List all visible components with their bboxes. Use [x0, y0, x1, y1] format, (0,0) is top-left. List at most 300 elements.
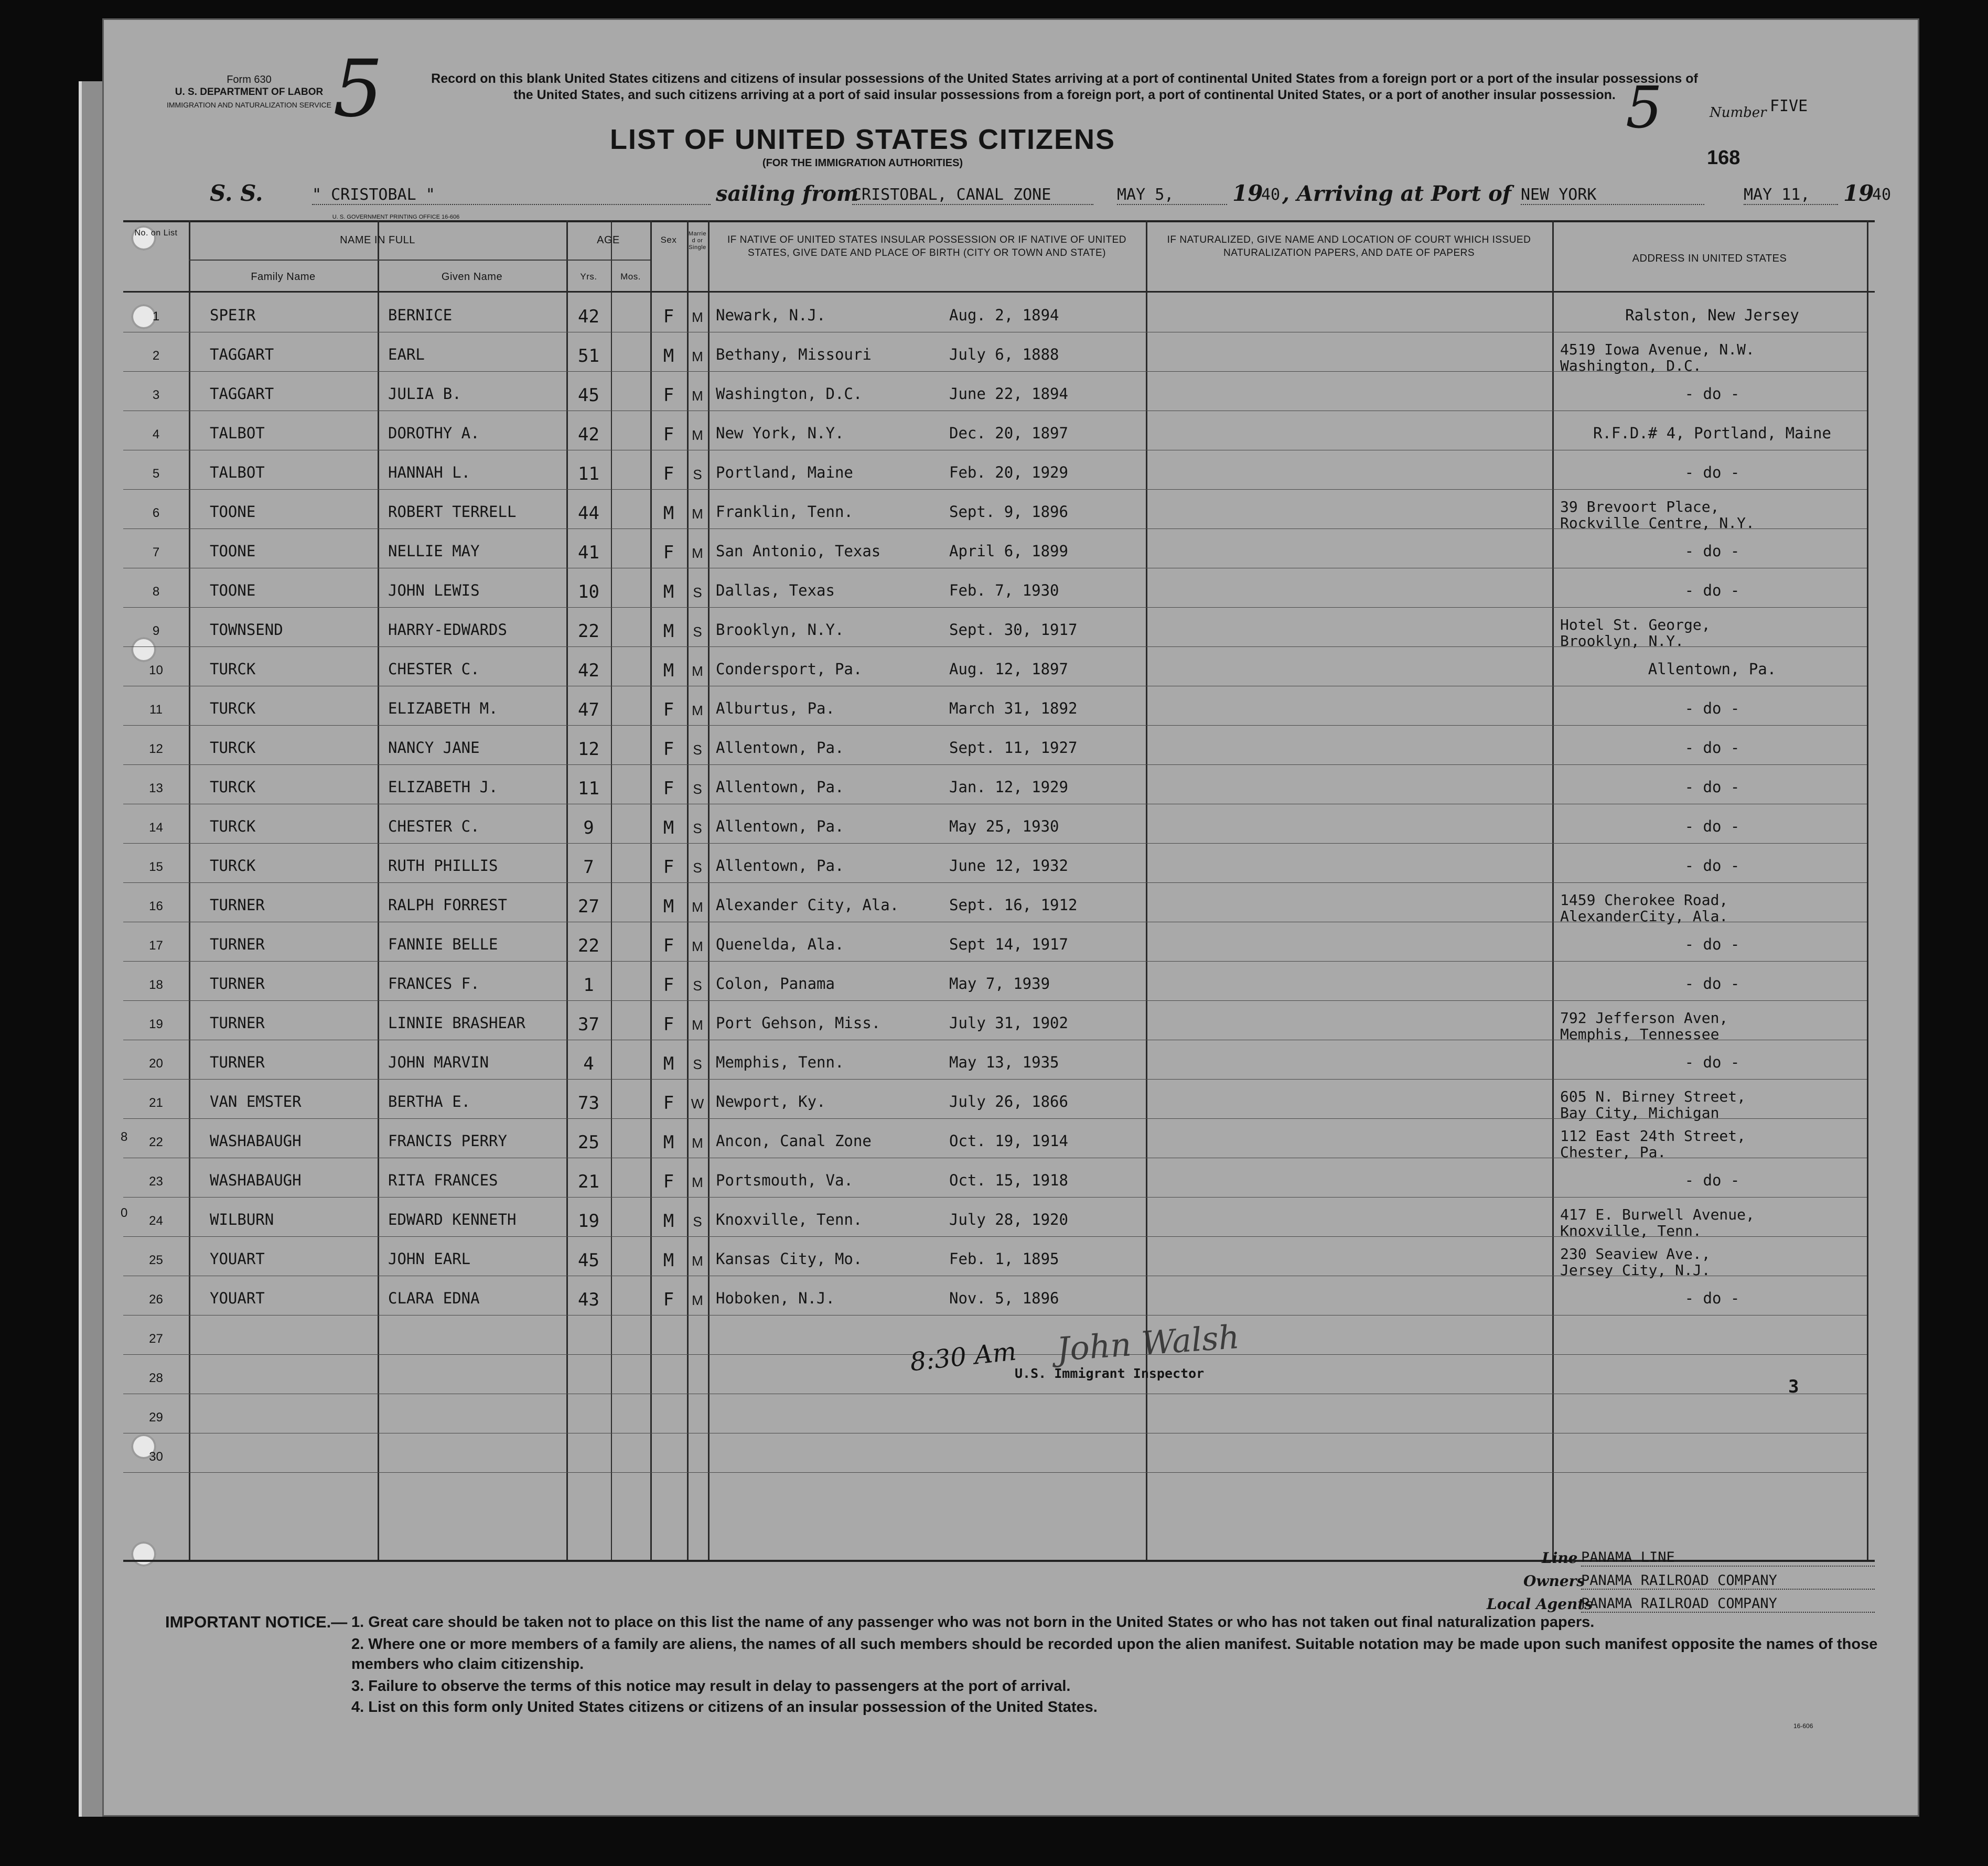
sex: M — [663, 1211, 674, 1232]
sex: F — [663, 699, 674, 720]
row-number: 30 — [149, 1450, 163, 1464]
sex: F — [663, 542, 674, 563]
family-name: TURCK — [210, 857, 256, 875]
birth-date: Oct. 15, 1918 — [949, 1171, 1068, 1189]
table-row — [123, 1159, 1875, 1198]
birth-place: Brooklyn, N.Y. — [716, 621, 844, 639]
marital-status: M — [692, 1253, 703, 1269]
marital-status: M — [692, 939, 703, 954]
sex: M — [663, 817, 674, 838]
column-header-years: Yrs. — [580, 272, 597, 282]
table-row — [123, 883, 1875, 923]
sex: F — [663, 778, 674, 799]
birth-place: Hoboken, N.J. — [716, 1289, 835, 1307]
table-row — [123, 726, 1875, 765]
birth-date: Sept. 11, 1927 — [949, 739, 1078, 757]
family-name: TOONE — [210, 581, 256, 599]
age-years: 42 — [578, 424, 599, 445]
us-address: R.F.D.# 4, Portland, Maine — [1593, 424, 1831, 442]
manifest-sheet — [102, 18, 1919, 1817]
column-header-naturalized: IF NATURALIZED, GIVE NAME AND LOCATION OF COURT WHICH ISSUED NATURALIZATION PAPERS, AND DATE OF PAPERS — [1167, 234, 1531, 258]
given-name: ELIZABETH J. — [388, 778, 498, 796]
age-years: 45 — [578, 385, 599, 406]
birth-date: Aug. 12, 1897 — [949, 660, 1068, 678]
owners-label: Owners — [1523, 1572, 1585, 1590]
column-header-family-name: Family Name — [251, 271, 316, 283]
birth-place: Bethany, Missouri — [716, 346, 872, 363]
arrival-date: MAY 11, — [1744, 186, 1838, 205]
birth-place: Allentown, Pa. — [716, 817, 844, 835]
voyage-line — [210, 178, 1904, 207]
sex: M — [663, 1053, 674, 1074]
birth-date: May 13, 1935 — [949, 1053, 1059, 1071]
age-years: 22 — [578, 935, 599, 956]
given-name: HANNAH L. — [388, 463, 471, 481]
age-years: 47 — [578, 699, 599, 720]
number-value: FIVE — [1770, 97, 1808, 115]
handwritten-list-number-left: 5 — [333, 44, 383, 135]
birth-date: Sept. 30, 1917 — [949, 621, 1078, 639]
row-number: 15 — [149, 860, 163, 874]
us-address: 39 Brevoort Place, Rockville Centre, N.Y. — [1560, 498, 1755, 532]
given-name: JOHN MARVIN — [388, 1053, 489, 1071]
birth-date: July 28, 1920 — [949, 1211, 1068, 1228]
marital-status: S — [693, 978, 702, 994]
sex: M — [663, 1250, 674, 1271]
age-years: 10 — [578, 581, 599, 602]
arrival-year-prefix: 19 — [1843, 180, 1874, 206]
age-years: 9 — [583, 817, 594, 838]
age-years: 1 — [583, 975, 594, 996]
sex: F — [663, 1171, 674, 1192]
given-name: JOHN EARL — [388, 1250, 471, 1268]
row-number: 16 — [149, 899, 163, 913]
owners-value: PANAMA RAILROAD COMPANY — [1581, 1572, 1875, 1590]
given-name: DOROTHY A. — [388, 424, 480, 442]
us-address: 417 E. Burwell Avenue, Knoxville, Tenn. — [1560, 1206, 1755, 1239]
table-row — [123, 1395, 1875, 1434]
birth-place: Allentown, Pa. — [716, 778, 844, 796]
birth-date: July 31, 1902 — [949, 1014, 1068, 1032]
row-number: 3 — [152, 388, 160, 402]
age-years: 22 — [578, 621, 599, 642]
birth-date: June 12, 1932 — [949, 857, 1068, 875]
birth-place: Colon, Panama — [716, 975, 835, 993]
given-name: FRANCES F. — [388, 975, 480, 993]
birth-date: Feb. 20, 1929 — [949, 463, 1068, 481]
page-subtitle: (FOR THE IMMIGRATION AUTHORITIES) — [762, 157, 963, 169]
us-address: - do - — [1684, 542, 1740, 560]
age-years: 42 — [578, 306, 599, 327]
table-row — [123, 1237, 1875, 1277]
column-header-given-name: Given Name — [441, 271, 503, 283]
marital-status: W — [691, 1096, 704, 1112]
department-name: U. S. DEPARTMENT OF LABOR — [175, 87, 324, 98]
sailing-from-label: sailing from — [716, 181, 859, 206]
marital-status: S — [693, 821, 702, 836]
family-name: TURNER — [210, 896, 265, 914]
given-name: NANCY JANE — [388, 739, 480, 757]
family-name: TOONE — [210, 503, 256, 521]
us-address: - do - — [1684, 857, 1740, 875]
us-address: - do - — [1684, 385, 1740, 403]
row-number: 11 — [149, 703, 163, 717]
birth-place: Alexander City, Ala. — [716, 896, 899, 914]
age-years: 11 — [578, 463, 599, 484]
row-number: 6 — [152, 506, 160, 520]
notice-item: 2. Where one or more members of a family are aliens, the names of all such members should be recorded upon the alien manifest. Suitable notation may be made upon such manifest opposite the names of those members who claim citizenship. — [351, 1636, 1878, 1673]
table-row — [123, 569, 1875, 608]
us-address: Allentown, Pa. — [1648, 660, 1777, 678]
age-years: 41 — [578, 542, 599, 563]
row-number: 1 — [152, 309, 160, 323]
table-row — [123, 648, 1875, 687]
family-name: TALBOT — [210, 424, 265, 442]
age-years: 4 — [583, 1053, 594, 1074]
family-name: YOUART — [210, 1250, 265, 1268]
agents-block — [1413, 1549, 1885, 1617]
family-name: TURNER — [210, 975, 265, 993]
birth-date: Sept. 9, 1896 — [949, 503, 1068, 521]
marital-status: M — [692, 545, 703, 561]
given-name: BERNICE — [388, 306, 453, 324]
us-address: - do - — [1684, 817, 1740, 835]
birth-place: Franklin, Tenn. — [716, 503, 853, 521]
family-name: TAGGART — [210, 346, 274, 363]
row-number: 2 — [152, 349, 160, 363]
table-row — [123, 1198, 1875, 1237]
given-name: RALPH FORREST — [388, 896, 507, 914]
row-number: 26 — [149, 1292, 163, 1307]
family-name: TURNER — [210, 1014, 265, 1032]
table-row — [123, 608, 1875, 648]
birth-place: Memphis, Tenn. — [716, 1053, 844, 1071]
notice-item: 3. Failure to observe the terms of this notice may result in delay to passengers at the port of arrival. — [351, 1678, 1071, 1695]
row-number: 12 — [149, 742, 163, 756]
given-name: BERTHA E. — [388, 1093, 471, 1110]
sex: F — [663, 1093, 674, 1114]
row-number: 27 — [149, 1332, 163, 1346]
given-name: EDWARD KENNETH — [388, 1211, 517, 1228]
table-row — [123, 1001, 1875, 1041]
inspector-title: U.S. Immigrant Inspector — [1015, 1366, 1205, 1381]
sex: F — [663, 463, 674, 484]
row-number: 8 — [152, 585, 160, 599]
column-header-sex: Sex — [660, 235, 677, 245]
column-header-married-single: Married or Single — [688, 231, 707, 251]
marital-status: S — [693, 781, 702, 797]
age-years: 37 — [578, 1014, 599, 1035]
age-years: 43 — [578, 1289, 599, 1310]
family-name: TURCK — [210, 699, 256, 717]
age-years: 45 — [578, 1250, 599, 1271]
us-address: - do - — [1684, 739, 1740, 757]
given-name: LINNIE BRASHEAR — [388, 1014, 525, 1032]
row-number: 4 — [152, 427, 160, 441]
marital-status: M — [692, 1017, 703, 1033]
marital-status: S — [693, 1214, 702, 1229]
table-row — [123, 805, 1875, 844]
us-address: 1459 Cherokee Road, AlexanderCity, Ala. — [1560, 891, 1728, 925]
ss-label: S. S. — [210, 180, 263, 206]
table-row — [123, 765, 1875, 805]
sex: F — [663, 857, 674, 878]
margin-mark: 0 — [121, 1206, 128, 1220]
row-number: 23 — [149, 1174, 163, 1189]
table-row — [123, 412, 1875, 451]
row-number: 13 — [149, 781, 163, 795]
sex: M — [663, 503, 674, 524]
family-name: TURCK — [210, 660, 256, 678]
table-row — [123, 451, 1875, 490]
birth-place: Knoxville, Tenn. — [716, 1211, 863, 1228]
birth-place: Alburtus, Pa. — [716, 699, 835, 717]
marital-status: M — [692, 506, 703, 522]
family-name: WASHABAUGH — [210, 1132, 302, 1150]
us-address: 112 East 24th Street, Chester, Pa. — [1560, 1127, 1746, 1161]
us-address: - do - — [1684, 1171, 1740, 1189]
notice-heading: IMPORTANT NOTICE.— — [165, 1613, 348, 1631]
number-label: Number — [1710, 105, 1767, 121]
row-number: 5 — [152, 467, 160, 481]
birth-place: Kansas City, Mo. — [716, 1250, 863, 1268]
family-name: VAN EMSTER — [210, 1093, 302, 1110]
birth-place: Newark, N.J. — [716, 306, 826, 324]
notice-item: 1. Great care should be taken not to place on this list the name of any passenger who was not born in the United States or who has not taken out final naturalization papers. — [351, 1614, 1595, 1631]
family-name: YOUART — [210, 1289, 265, 1307]
departure-date: MAY 5, — [1117, 186, 1227, 205]
birth-place: Portland, Maine — [716, 463, 853, 481]
birth-place: New York, N.Y. — [716, 424, 844, 442]
us-address: - do - — [1684, 1289, 1740, 1307]
sex: F — [663, 1014, 674, 1035]
print-office-note: U. S. GOVERNMENT PRINTING OFFICE 16-606 — [332, 214, 460, 220]
given-name: CHESTER C. — [388, 817, 480, 835]
age-years: 73 — [578, 1093, 599, 1114]
table-row — [123, 530, 1875, 569]
row-number: 29 — [149, 1410, 163, 1425]
age-years: 7 — [583, 857, 594, 878]
age-years: 42 — [578, 660, 599, 681]
marital-status: M — [692, 349, 703, 364]
given-name: FRANCIS PERRY — [388, 1132, 507, 1150]
table-row — [123, 1041, 1875, 1080]
birth-date: Dec. 20, 1897 — [949, 424, 1068, 442]
row-number: 10 — [149, 663, 163, 677]
us-address: 230 Seaview Ave., Jersey City, N.J. — [1560, 1245, 1711, 1279]
row-number: 17 — [149, 939, 163, 953]
birth-place: Allentown, Pa. — [716, 739, 844, 757]
us-address: - do - — [1684, 1053, 1740, 1071]
family-name: TAGGART — [210, 385, 274, 403]
birth-date: Sept 14, 1917 — [949, 935, 1068, 953]
form-instruction: Record on this blank United States citizens and citizens of insular possessions of the United States arriving at a port of continental United States from a foreign port or a port of the insular possessions of the United States, and such citizens arriving at a port of said insular possessions from a foreign port, a port of continental United States, or a port of another insular possession. — [431, 71, 1698, 102]
marital-status: S — [693, 585, 702, 600]
us-address: Ralston, New Jersey — [1625, 306, 1799, 324]
age-years: 51 — [578, 346, 599, 366]
sex: F — [663, 739, 674, 760]
marital-status: M — [692, 1135, 703, 1151]
marital-status: M — [692, 1174, 703, 1190]
birth-date: Feb. 1, 1895 — [949, 1250, 1059, 1268]
birth-place: Ancon, Canal Zone — [716, 1132, 872, 1150]
service-name: IMMIGRATION AND NATURALIZATION SERVICE — [167, 101, 331, 109]
us-address: - do - — [1684, 699, 1740, 717]
arrival-time-note: 8:30 Am — [908, 1336, 1018, 1377]
arriving-port-label: , Arriving at Port of — [1282, 181, 1512, 206]
birth-date: March 31, 1892 — [949, 699, 1078, 717]
birth-place: Port Gehson, Miss. — [716, 1014, 881, 1032]
birth-date: Oct. 19, 1914 — [949, 1132, 1068, 1150]
sailing-from-port: CRISTOBAL, CANAL ZONE — [852, 186, 1093, 205]
page-stamp: 168 — [1707, 147, 1740, 169]
ship-name: " CRISTOBAL " — [312, 186, 711, 205]
departure-year-prefix: 19 — [1232, 180, 1263, 206]
birth-date: Feb. 7, 1930 — [949, 581, 1059, 599]
birth-date: May 7, 1939 — [949, 975, 1050, 993]
age-years: 27 — [578, 896, 599, 917]
given-name: HARRY-EDWARDS — [388, 621, 507, 639]
inspector-signature: John Walsh — [1055, 1317, 1241, 1369]
birth-place: Allentown, Pa. — [716, 857, 844, 875]
column-header-name-in-full: NAME IN FULL — [340, 234, 415, 246]
column-header-birth: IF NATIVE OF UNITED STATES INSULAR POSSESSION OR IF NATIVE OF UNITED STATES, GIVE DATE AND PLACE OF BIRTH (CITY OR TOWN AND STATE) — [727, 234, 1126, 258]
marital-status: M — [692, 427, 703, 443]
us-address: - do - — [1684, 581, 1740, 599]
given-name: JOHN LEWIS — [388, 581, 480, 599]
family-name: WASHABAUGH — [210, 1171, 302, 1189]
column-header-no: No. on List — [134, 229, 178, 238]
us-address: 605 N. Birney Street, Bay City, Michigan — [1560, 1088, 1746, 1121]
table-row — [123, 490, 1875, 530]
marital-status: M — [692, 663, 703, 679]
row-number: 18 — [149, 978, 163, 992]
given-name: FANNIE BELLE — [388, 935, 498, 953]
us-address: Hotel St. George, Brooklyn, N.Y. — [1560, 616, 1711, 650]
column-header-months: Mos. — [620, 272, 641, 282]
family-name: TOWNSEND — [210, 621, 283, 639]
line-label: Line — [1542, 1549, 1578, 1567]
age-years: 11 — [578, 778, 599, 799]
age-years: 44 — [578, 503, 599, 524]
marital-status: S — [693, 1056, 702, 1072]
sex: M — [663, 621, 674, 642]
given-name: CHESTER C. — [388, 660, 480, 678]
birth-date: Nov. 5, 1896 — [949, 1289, 1059, 1307]
table-row — [123, 333, 1875, 372]
given-name: JULIA B. — [388, 385, 461, 403]
given-name: RUTH PHILLIS — [388, 857, 498, 875]
birth-date: May 25, 1930 — [949, 817, 1059, 835]
table-row — [123, 844, 1875, 883]
row-number: 28 — [149, 1371, 163, 1385]
birth-place: Newport, Ky. — [716, 1093, 826, 1110]
row-number: 7 — [152, 545, 160, 559]
table-row — [123, 1080, 1875, 1119]
table-row — [123, 1277, 1875, 1316]
sex: M — [663, 581, 674, 602]
line-value: PANAMA LINE — [1581, 1549, 1875, 1567]
local-agents-value: PANAMA RAILROAD COMPANY — [1581, 1595, 1875, 1613]
family-name: TURNER — [210, 935, 265, 953]
arrival-port: NEW YORK — [1521, 186, 1704, 205]
form-number: Form 630 — [227, 74, 272, 85]
page-title: LIST OF UNITED STATES CITIZENS — [610, 124, 1115, 155]
us-address: - do - — [1684, 975, 1740, 993]
given-name: ELIZABETH M. — [388, 699, 498, 717]
age-years: 21 — [578, 1171, 599, 1192]
row-number: 25 — [149, 1253, 163, 1267]
sex: F — [663, 935, 674, 956]
row-number: 22 — [149, 1135, 163, 1149]
family-name: WILBURN — [210, 1211, 274, 1228]
marital-status: M — [692, 899, 703, 915]
row-number: 19 — [149, 1017, 163, 1031]
inspector-mark: 3 — [1788, 1376, 1799, 1397]
row-number: 24 — [149, 1214, 163, 1228]
given-name: ROBERT TERRELL — [388, 503, 517, 521]
footer-code: 16-606 — [1793, 1722, 1813, 1730]
us-address: - do - — [1684, 778, 1740, 796]
marital-status: M — [692, 703, 703, 718]
departure-year: 40 — [1261, 186, 1281, 204]
sex: F — [663, 385, 674, 406]
table-row — [123, 1434, 1875, 1473]
birth-date: July 6, 1888 — [949, 346, 1059, 363]
sex: F — [663, 1289, 674, 1310]
sex: M — [663, 346, 674, 366]
us-address: 792 Jefferson Aven, Memphis, Tennessee — [1560, 1009, 1728, 1043]
notice-item: 4. List on this form only United States citizens or citizens of an insular possession of the United States. — [351, 1699, 1098, 1716]
family-name: TURCK — [210, 817, 256, 835]
table-row — [123, 687, 1875, 726]
age-years: 12 — [578, 739, 599, 760]
margin-mark: 8 — [121, 1130, 128, 1144]
table-row — [123, 962, 1875, 1001]
table-row — [123, 294, 1875, 333]
family-name: SPEIR — [210, 306, 256, 324]
table-row — [123, 1119, 1875, 1159]
sex: M — [663, 896, 674, 917]
family-name: TURCK — [210, 739, 256, 757]
age-years: 25 — [578, 1132, 599, 1153]
us-address: - do - — [1684, 463, 1740, 481]
birth-date: April 6, 1899 — [949, 542, 1068, 560]
row-number: 9 — [152, 624, 160, 638]
birth-place: San Antonio, Texas — [716, 542, 881, 560]
birth-date: June 22, 1894 — [949, 385, 1068, 403]
birth-place: Washington, D.C. — [716, 385, 863, 403]
marital-status: S — [693, 624, 702, 640]
family-name: TURNER — [210, 1053, 265, 1071]
column-header-age: AGE — [597, 234, 620, 246]
local-agents-label: Local Agents — [1487, 1595, 1593, 1613]
age-years: 19 — [578, 1211, 599, 1232]
sex: M — [663, 1132, 674, 1153]
given-name: NELLIE MAY — [388, 542, 480, 560]
column-header-address: ADDRESS IN UNITED STATES — [1632, 253, 1787, 264]
birth-place: Portsmouth, Va. — [716, 1171, 853, 1189]
birth-date: Sept. 16, 1912 — [949, 896, 1078, 914]
family-name: TOONE — [210, 542, 256, 560]
birth-date: Jan. 12, 1929 — [949, 778, 1068, 796]
marital-status: S — [693, 467, 702, 482]
table-row — [123, 923, 1875, 962]
handwritten-list-number-right: 5 — [1626, 74, 1662, 141]
birth-place: Dallas, Texas — [716, 581, 835, 599]
marital-status: M — [692, 309, 703, 325]
birth-place: Quenelda, Ala. — [716, 935, 844, 953]
